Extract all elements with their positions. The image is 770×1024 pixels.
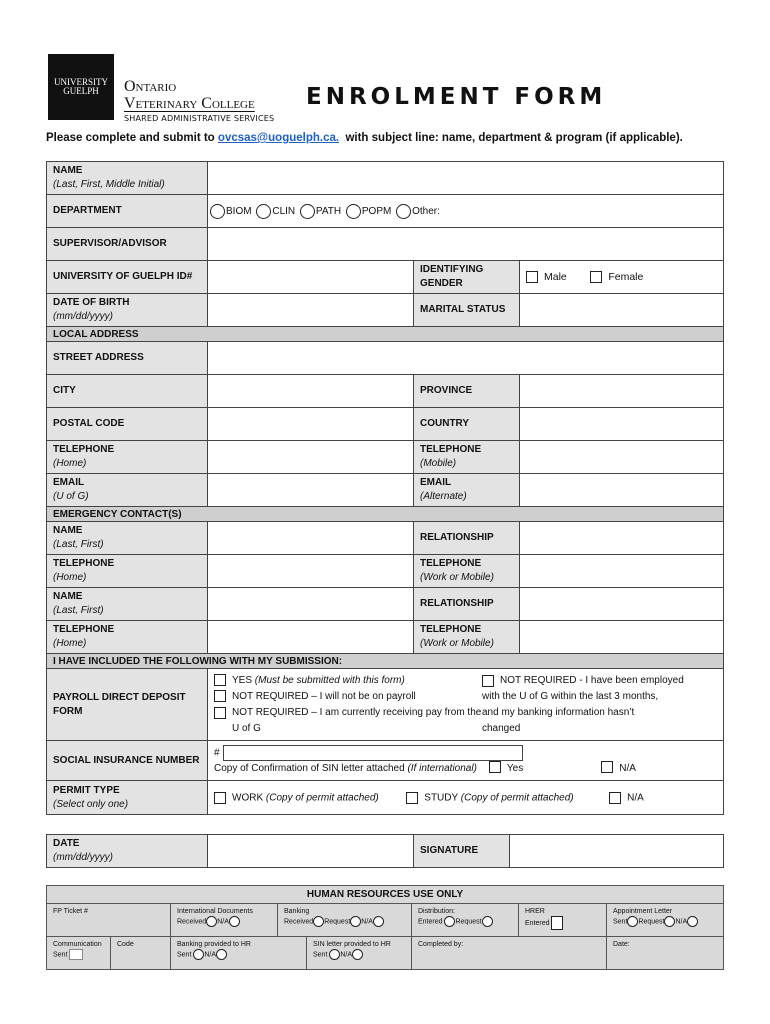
payroll-yes-label: YES xyxy=(232,674,253,686)
ec1-phone-home-field[interactable] xyxy=(208,555,414,588)
hr-use-table xyxy=(46,885,724,970)
male-checkbox[interactable] xyxy=(526,271,538,283)
province-label: PROVINCE xyxy=(414,375,520,408)
hr-completed-by: Completed by: xyxy=(412,937,607,970)
sin-na-label: N/A xyxy=(619,763,636,774)
college-name xyxy=(124,78,255,112)
option-path: PATH xyxy=(315,205,342,217)
uog-id-field[interactable] xyxy=(208,261,414,294)
hr-fp-ticket: FP Ticket # xyxy=(47,904,171,937)
hr-banking-na-radio[interactable] xyxy=(373,916,384,927)
female-label: Female xyxy=(608,270,644,283)
payroll-nr3-checkbox[interactable] xyxy=(482,675,494,687)
radio-clin[interactable] xyxy=(256,204,271,219)
enrolment-table xyxy=(46,161,724,815)
marital-field[interactable] xyxy=(520,294,724,327)
city-field[interactable] xyxy=(208,375,414,408)
ec2-name-field[interactable] xyxy=(208,588,414,621)
hr-appt-na-radio[interactable] xyxy=(687,916,698,927)
hr-dist-request-radio[interactable] xyxy=(482,916,493,927)
city-label: CITY xyxy=(47,375,208,408)
hr-sp-sent-radio[interactable] xyxy=(329,949,340,960)
street-label: STREET ADDRESS xyxy=(47,342,208,375)
payroll-nr3-label: NOT REQUIRED - I have been employed with the U of G within the last 3 months, and my banking information hasn’t changed xyxy=(482,674,684,734)
email-alt-field[interactable] xyxy=(520,474,724,507)
sin-yes-checkbox[interactable] xyxy=(489,761,501,773)
radio-popm[interactable] xyxy=(346,204,361,219)
payroll-yes-checkbox[interactable] xyxy=(214,674,226,686)
hr-hrer: HRER Entered xyxy=(519,904,607,937)
payroll-nr2-label: NOT REQUIRED – I am currently receiving pay from the U of G xyxy=(232,706,482,734)
ec2-phone-work-label: TELEPHONE (Work or Mobile) xyxy=(414,621,520,654)
ec2-phone-home-label: TELEPHONE (Home) xyxy=(47,621,208,654)
ec2-phone-home-field[interactable] xyxy=(208,621,414,654)
study-permit-checkbox[interactable] xyxy=(406,792,418,804)
sin-hash: # xyxy=(214,747,220,759)
payroll-nr1-label: NOT REQUIRED – I will not be on payroll xyxy=(232,690,416,702)
form-header xyxy=(48,54,728,126)
signature-table xyxy=(46,834,724,868)
hr-dist-entered-radio[interactable] xyxy=(444,916,455,927)
hr-sp-na-radio[interactable] xyxy=(352,949,363,960)
uog-id-label: UNIVERSITY OF GUELPH ID# xyxy=(47,261,208,294)
hr-hrer-checkbox[interactable] xyxy=(551,916,563,930)
ec2-name-label: NAME (Last, First) xyxy=(47,588,208,621)
ec1-phone-work-label: TELEPHONE (Work or Mobile) xyxy=(414,555,520,588)
country-field[interactable] xyxy=(520,408,724,441)
hr-banking: Banking Received Request N/A xyxy=(278,904,412,937)
telephone-mobile-label: TELEPHONE (Mobile) xyxy=(414,441,520,474)
permit-na-label: N/A xyxy=(627,792,644,804)
ec2-relationship-label: RELATIONSHIP xyxy=(414,588,520,621)
email-alt-label: EMAIL (Alternate) xyxy=(414,474,520,507)
page-title: ENROLMENT FORM xyxy=(306,84,607,110)
services-label: SHARED ADMINISTRATIVE SERVICES xyxy=(124,114,275,123)
ec1-relationship-label: RELATIONSHIP xyxy=(414,522,520,555)
email-uofg-field[interactable] xyxy=(208,474,414,507)
college-line2: Veterinary College xyxy=(124,95,255,112)
hr-appt-sent-radio[interactable] xyxy=(627,916,638,927)
hr-banking-request-radio[interactable] xyxy=(350,916,361,927)
payroll-options xyxy=(208,669,724,741)
payroll-nr2-checkbox[interactable] xyxy=(214,707,226,719)
street-field[interactable] xyxy=(208,342,724,375)
ec1-phone-work-field[interactable] xyxy=(520,555,724,588)
sin-copy-label: Copy of Confirmation of SIN letter attached xyxy=(214,763,405,774)
hr-sin-provided: SIN letter provided to HR Sent N/A xyxy=(307,937,412,970)
hr-banking-received-radio[interactable] xyxy=(313,916,324,927)
male-label: Male xyxy=(544,270,567,283)
email-uofg-label: EMAIL (U of G) xyxy=(47,474,208,507)
ec1-name-field[interactable] xyxy=(208,522,414,555)
ec1-relationship-field[interactable] xyxy=(520,522,724,555)
payroll-nr1-checkbox[interactable] xyxy=(214,690,226,702)
signature-field[interactable] xyxy=(510,835,724,868)
work-permit-note: (Copy of permit attached) xyxy=(265,792,379,804)
instruction-suffix: with subject line: name, department & program (if applicable). xyxy=(345,132,683,144)
radio-biom[interactable] xyxy=(210,204,225,219)
gender-options xyxy=(520,261,724,294)
hr-intl-received-radio[interactable] xyxy=(206,916,217,927)
hr-title: HUMAN RESOURCES USE ONLY xyxy=(47,886,724,904)
telephone-mobile-field[interactable] xyxy=(520,441,724,474)
permit-label: PERMIT TYPE (Select only one) xyxy=(47,781,208,815)
ec1-phone-home-label: TELEPHONE (Home) xyxy=(47,555,208,588)
hr-code: Code xyxy=(111,937,171,970)
study-permit-note: (Copy of permit attached) xyxy=(460,792,574,804)
logo-line2: GUELPH xyxy=(63,86,99,96)
hr-distribution: Distribution: Entered Request xyxy=(412,904,519,937)
gender-label: IDENTIFYING GENDER xyxy=(414,261,520,294)
option-biom: BIOM xyxy=(226,205,252,217)
instruction-line xyxy=(46,132,683,144)
university-logo xyxy=(48,54,114,120)
name-field[interactable] xyxy=(208,162,724,195)
province-field[interactable] xyxy=(520,375,724,408)
submission-email-link[interactable]: ovcsas@uoguelph.ca. xyxy=(217,132,340,144)
department-options xyxy=(208,195,724,228)
date-field[interactable] xyxy=(208,835,414,868)
study-permit-label: STUDY xyxy=(424,792,458,804)
sin-yes-label: Yes xyxy=(506,763,524,774)
telephone-home-field[interactable] xyxy=(208,441,414,474)
postal-label: POSTAL CODE xyxy=(47,408,208,441)
option-popm: POPM xyxy=(361,205,392,217)
hr-intl-docs: International Documents Received N/A xyxy=(171,904,278,937)
hr-bp-sent-radio[interactable] xyxy=(193,949,204,960)
payroll-yes-note: (Must be submitted with this form) xyxy=(254,674,405,686)
option-clin: CLIN xyxy=(272,205,296,217)
ec1-name-label: NAME (Last, First) xyxy=(47,522,208,555)
dob-field[interactable] xyxy=(208,294,414,327)
emergency-header: EMERGENCY CONTACT(S) xyxy=(47,507,724,522)
option-other: Other: xyxy=(412,205,440,217)
hr-date: Date: xyxy=(607,937,724,970)
department-label: DEPARTMENT xyxy=(47,195,208,228)
ec2-relationship-field[interactable] xyxy=(520,588,724,621)
instruction-prefix: Please complete and submit to xyxy=(46,132,215,144)
female-checkbox[interactable] xyxy=(590,271,602,283)
permit-options xyxy=(208,781,724,815)
ec2-phone-work-field[interactable] xyxy=(520,621,724,654)
sin-cell xyxy=(208,741,724,781)
hr-intl-na-radio[interactable] xyxy=(229,916,240,927)
telephone-home-label: TELEPHONE (Home) xyxy=(47,441,208,474)
marital-label: MARITAL STATUS xyxy=(414,294,520,327)
hr-communication: Communication Sent xyxy=(47,937,111,970)
radio-path[interactable] xyxy=(300,204,315,219)
sin-copy-note: (If international) xyxy=(407,763,477,774)
date-label: DATE (mm/dd/yyyy) xyxy=(47,835,208,868)
postal-field[interactable] xyxy=(208,408,414,441)
sin-label: SOCIAL INSURANCE NUMBER xyxy=(47,741,208,781)
sin-input[interactable] xyxy=(223,745,523,761)
supervisor-field[interactable] xyxy=(208,228,724,261)
hr-bp-na-radio[interactable] xyxy=(216,949,227,960)
name-label: NAME (Last, First, Middle Initial) xyxy=(47,162,208,195)
included-header: I HAVE INCLUDED THE FOLLOWING WITH MY SUBMISSION: xyxy=(47,654,724,669)
payroll-label: PAYROLL DIRECT DEPOSIT FORM xyxy=(47,669,208,741)
local-address-header: LOCAL ADDRESS xyxy=(47,327,724,342)
work-permit-checkbox[interactable] xyxy=(214,792,226,804)
dob-label: DATE OF BIRTH (mm/dd/yyyy) xyxy=(47,294,208,327)
work-permit-label: WORK xyxy=(232,792,264,804)
sin-na-checkbox[interactable] xyxy=(601,761,613,773)
logo-line1: UNIVERSITY xyxy=(54,77,108,87)
hr-banking-provided: Banking provided to HR Sent N/A xyxy=(171,937,307,970)
country-label: COUNTRY xyxy=(414,408,520,441)
signature-label: SIGNATURE xyxy=(414,835,510,868)
hr-appt-request-radio[interactable] xyxy=(664,916,675,927)
supervisor-label: SUPERVISOR/ADVISOR xyxy=(47,228,208,261)
hr-comm-sent-box[interactable] xyxy=(69,949,83,960)
hr-appointment: Appointment Letter Sent Request N/A xyxy=(607,904,724,937)
permit-na-checkbox[interactable] xyxy=(609,792,621,804)
college-line1: Ontario xyxy=(124,78,177,95)
radio-other[interactable] xyxy=(396,204,411,219)
